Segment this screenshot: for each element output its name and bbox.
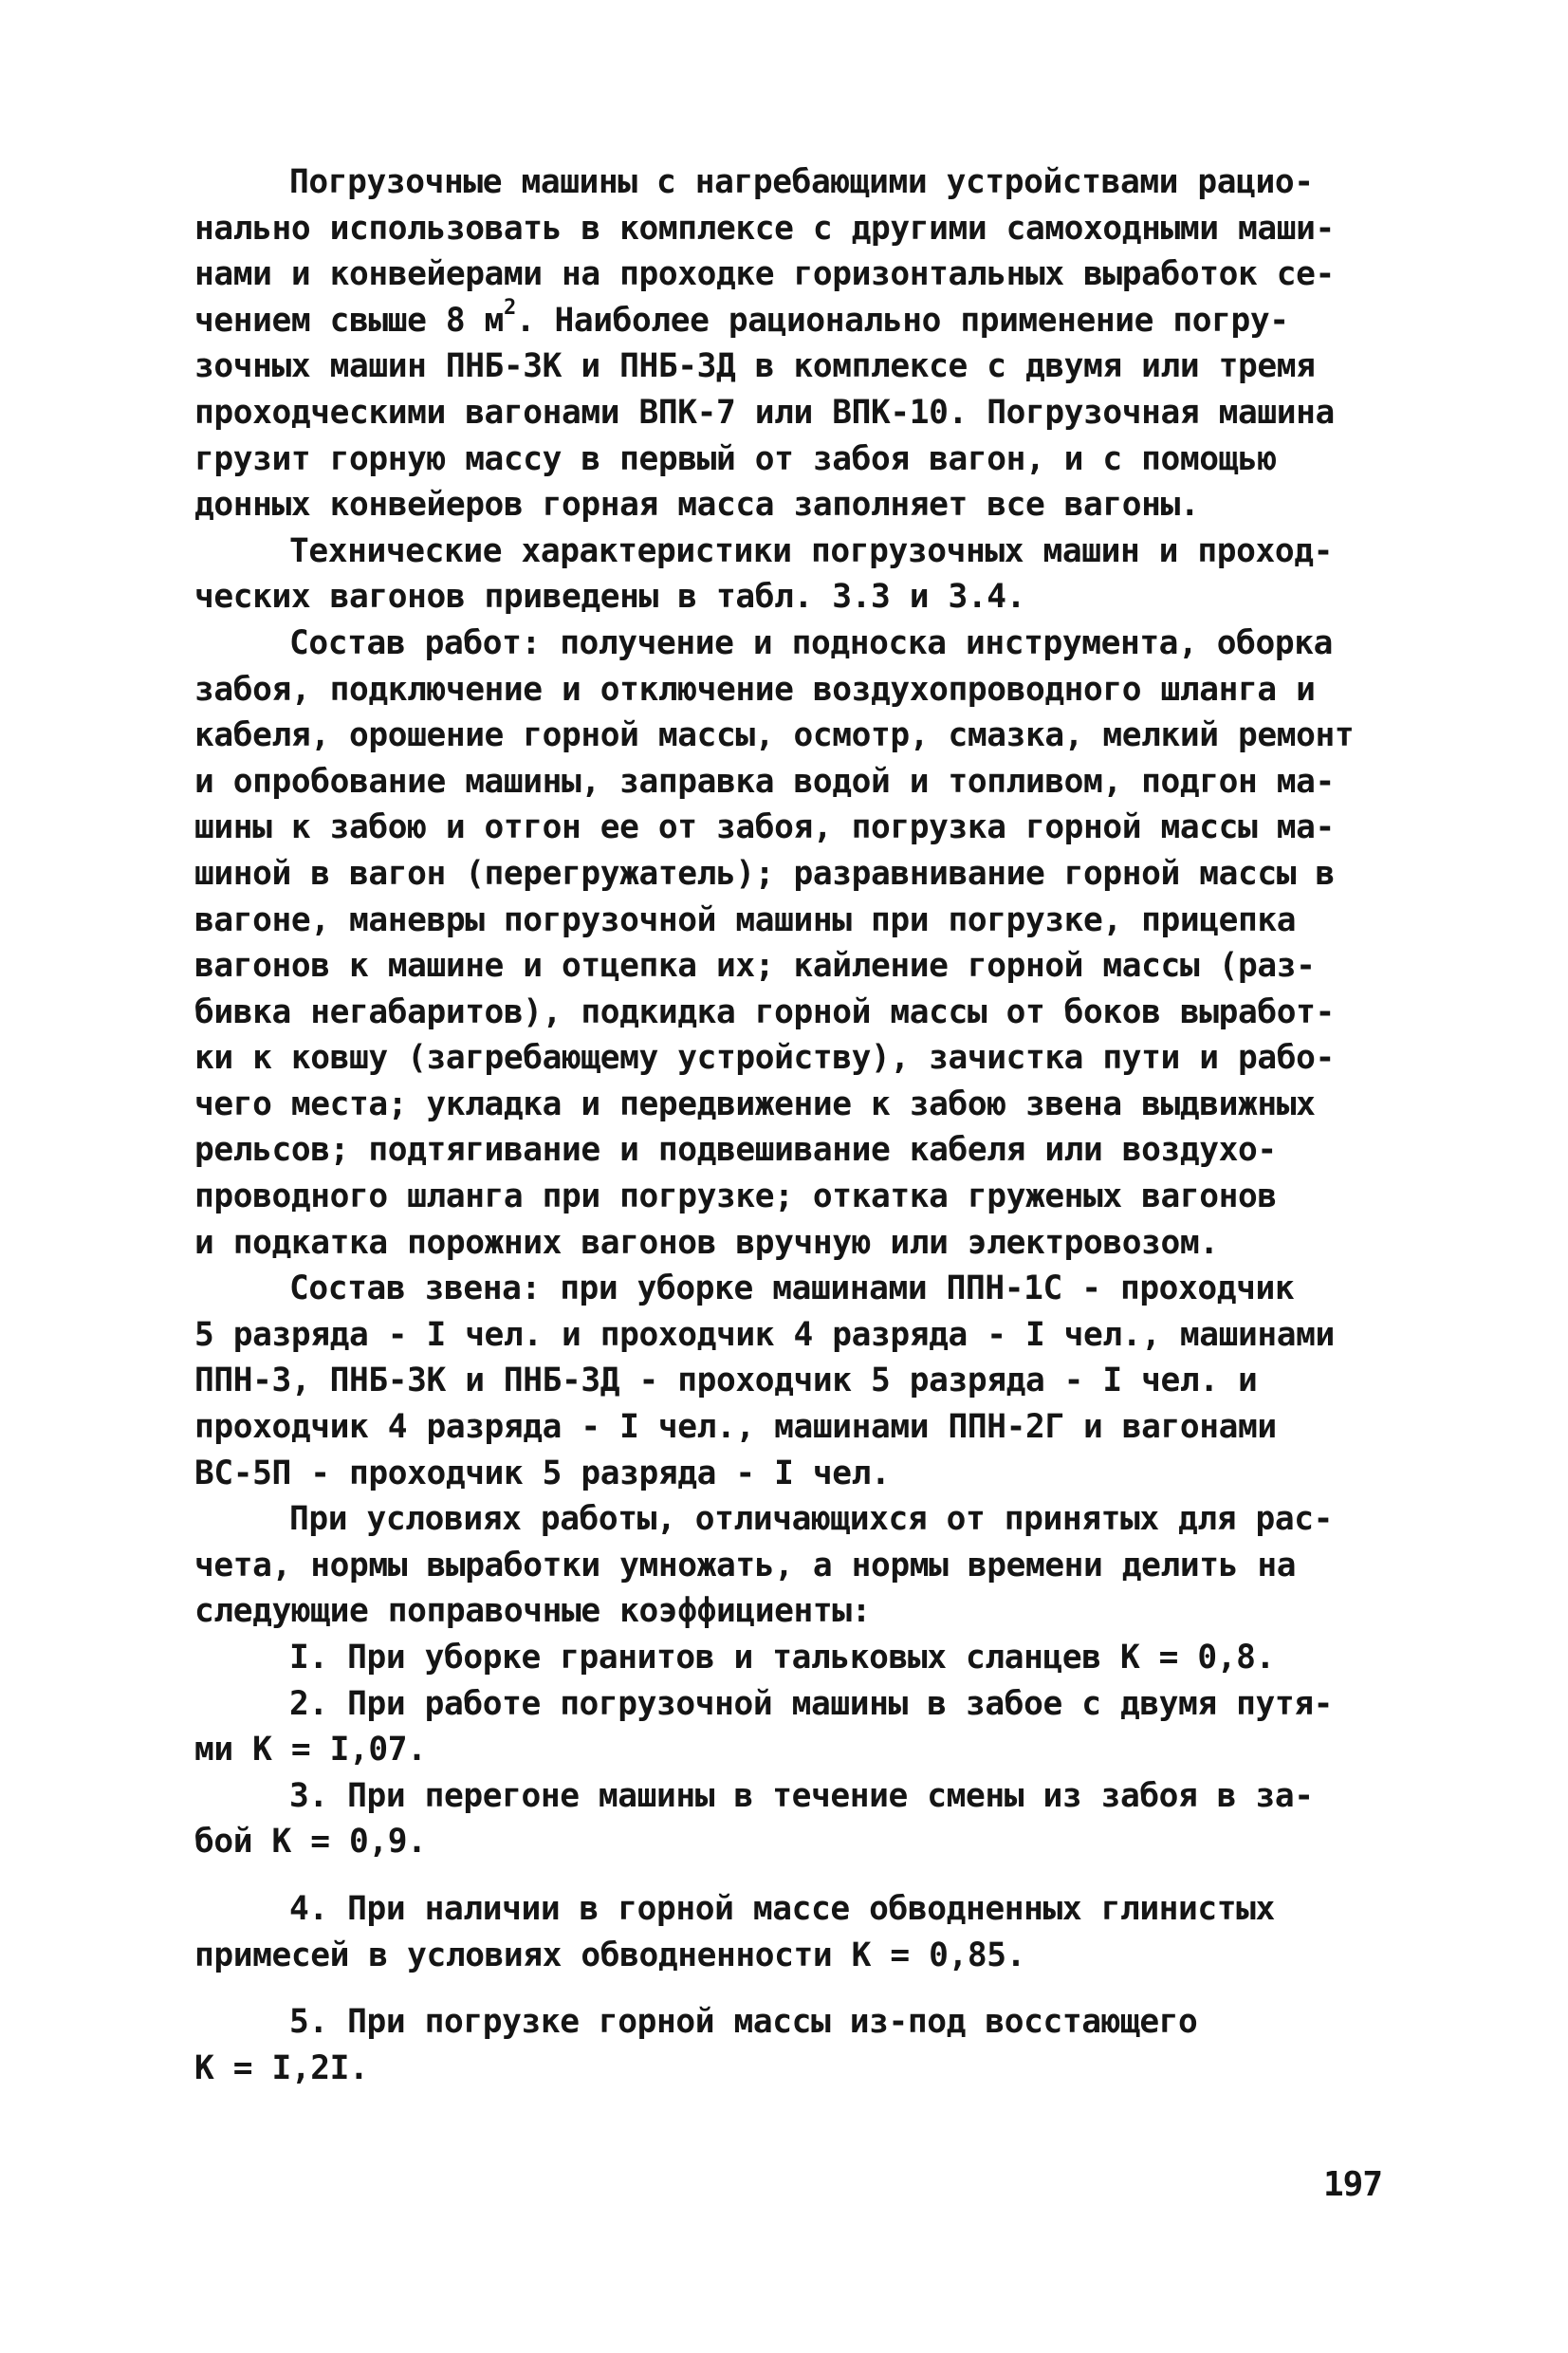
text-line: 4. При наличии в горной массе обводненных глинистых — [289, 1889, 1275, 1928]
correction-item-4 — [194, 1886, 1304, 1978]
text-line: 5 разряда - I чел. и проходчик 4 разряда - I чел., машинами — [194, 1315, 1335, 1354]
text-line: Погрузочные машины с нагребающими устройствами рацио- — [289, 163, 1314, 201]
text-line: шиной в вагон (перегружатель); разравнивание горной массы в — [194, 854, 1335, 893]
text-line: ми К = I,07. — [194, 1731, 427, 1769]
text-line: и подкатка порожних вагонов вручную или электровозом. — [194, 1223, 1219, 1262]
correction-item-5 — [194, 1999, 1304, 2091]
paragraph-work-composition — [194, 621, 1355, 1266]
text-line: проводного шланга при погрузке; откатка груженых вагонов — [194, 1177, 1277, 1216]
text-line: Состав работ: получение и подноска инструмента, оборка — [289, 623, 1334, 662]
text-line: кабеля, орошение горной массы, осмотр, смазка, мелкий ремонт — [194, 716, 1355, 755]
text-fragment: . Наиболее рационально применение погру- — [515, 301, 1289, 340]
text-line: Состав звена: при уборке машинами ППН-1С - проходчик — [289, 1269, 1295, 1308]
paragraph-crew-composition — [194, 1266, 1335, 1496]
text-line: следующие поправочные коэффициенты: — [194, 1592, 871, 1631]
text-line: чета, нормы выработки умножать, а нормы времени делить на — [194, 1546, 1297, 1584]
text-line: шины к забою и отгон ее от забоя, погрузка горной массы ма- — [194, 808, 1335, 847]
text-line: рельсов; подтягивание и подвешивание кабеля или воздухо- — [194, 1131, 1277, 1170]
body-text — [194, 159, 1355, 2091]
text-line: ППН-3, ПНБ-3К и ПНБ-3Д - проходчик 5 разряда - I чел. и — [194, 1362, 1258, 1400]
correction-item-1 — [194, 1635, 1304, 1681]
text-fragment: чением свыше 8 м — [194, 301, 504, 340]
text-line: К = I,2I. — [194, 2048, 369, 2087]
text-line: 2. При работе погрузочной машины в забое с двумя путя- — [289, 1684, 1334, 1723]
paragraph-correction-intro — [194, 1496, 1334, 1635]
paragraph-loaders-complex — [194, 159, 1335, 528]
text-line: донных конвейеров горная масса заполняет все вагоны. — [194, 486, 1200, 525]
text-line: бой К = 0,9. — [194, 1823, 427, 1862]
paragraph-specs-reference — [194, 528, 1334, 621]
text-line: зочных машин ПНБ-3К и ПНБ-3Д в комплексе с двумя или тремя — [194, 347, 1316, 386]
text-line: 5. При погрузке горной массы из-под восстающего — [289, 2003, 1198, 2042]
text-line: чего места; укладка и передвижение к забою звена выдвижных — [194, 1084, 1316, 1123]
text-line: забоя, подключение и отключение воздухопроводного шланга и — [194, 670, 1316, 709]
superscript: 2 — [503, 295, 516, 320]
text-line: проходческими вагонами ВПК-7 или ВПК-10. Погрузочная машина — [194, 393, 1335, 432]
page-number: 197 — [1323, 2165, 1383, 2204]
text-line: бивка негабаритов), подкидка горной массы от боков выработ- — [194, 992, 1335, 1031]
text-line: ческих вагонов приведены в табл. 3.3 и 3.4. — [194, 578, 1025, 617]
spacer — [194, 1865, 1304, 1886]
text-line: вагоне, маневры погрузочной машины при погрузке, прицепка — [194, 900, 1297, 939]
text-line: При условиях работы, отличающихся от принятых для рас- — [289, 1500, 1334, 1539]
spacer — [194, 1978, 1304, 1999]
text-line: вагонов к машине и отцепка их; кайление горной массы (раз- — [194, 947, 1316, 986]
text-line: проходчик 4 разряда - I чел., машинами ППН-2Г и вагонами — [194, 1408, 1277, 1447]
text-line: ки к ковшу (загребающему устройству), зачистка пути и рабо- — [194, 1039, 1335, 1078]
text-line: примесей в условиях обводненности К = 0,85. — [194, 1936, 1025, 1974]
text-line — [194, 295, 1304, 344]
text-line: грузит горную массу в первый от забоя вагон, и с помощью — [194, 439, 1277, 478]
text-line: 3. При перегоне машины в течение смены из забоя в за- — [289, 1776, 1314, 1815]
correction-item-3 — [194, 1773, 1314, 1865]
correction-item-2 — [194, 1681, 1334, 1773]
text-line: Технические характеристики погрузочных машин и проход- — [289, 531, 1334, 570]
text-line: нально использовать в комплексе с другими самоходными маши- — [194, 209, 1335, 248]
text-line: и опробование машины, заправка водой и топливом, подгон ма- — [194, 762, 1335, 801]
text-line: I. При уборке гранитов и тальковых сланцев К = 0,8. — [289, 1639, 1275, 1677]
text-line: нами и конвейерами на проходке горизонтальных выработок се- — [194, 255, 1335, 294]
text-line: ВС-5П - проходчик 5 разряда - I чел. — [194, 1454, 891, 1492]
